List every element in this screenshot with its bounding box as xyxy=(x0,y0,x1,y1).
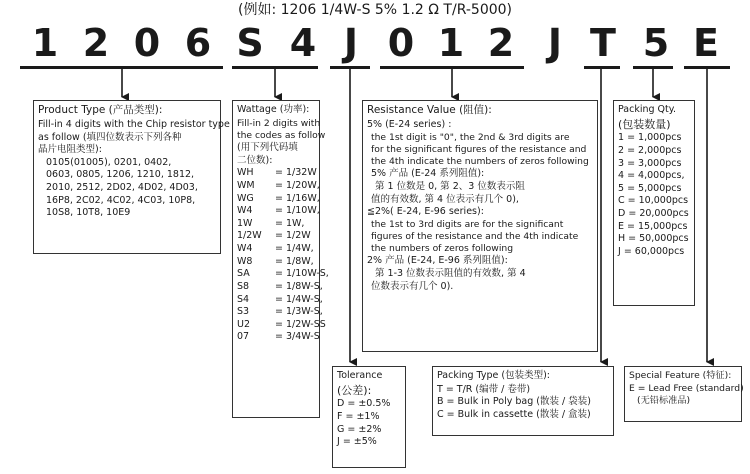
code-char-3: 0 xyxy=(133,21,161,65)
wattage-desc-3: (用下列代码填 xyxy=(237,142,298,154)
code-char-6: 4 xyxy=(289,21,317,65)
resistance-line: 第 1-3 位数表示阻值的有效数, 第 4 xyxy=(375,268,526,280)
packing-qty-box xyxy=(613,100,695,306)
packing-qty-row: 1 = 1,000pcs xyxy=(618,132,682,144)
product-type-desc-3: 晶片电阻类型): xyxy=(38,144,102,156)
product-type-codes-5: 10S8, 10T8, 10E9 xyxy=(46,207,131,219)
wattage-row: 1/2W = 1/2W xyxy=(237,230,311,242)
wattage-row: W4 = 1/10W, xyxy=(237,205,320,217)
special-title: Special Feature (特征): xyxy=(629,370,732,381)
packing-qty-row: H = 50,000pcs xyxy=(618,233,689,245)
resistance-line: 5% (E-24 series) : xyxy=(367,118,452,130)
resistance-line: figures of the resistance and the 4th indicate xyxy=(371,231,579,243)
code-char-13: 5 xyxy=(642,21,670,65)
wattage-title: Wattage (功率): xyxy=(237,104,310,115)
packing-type-row: T = T/R (编带 / 卷带) xyxy=(437,383,531,395)
wattage-row: SA = 1/10W-S, xyxy=(237,268,329,280)
product-type-title: Product Type (产品类型): xyxy=(38,104,163,116)
wattage-row: W4 = 1/4W, xyxy=(237,243,314,255)
wattage-row: WM = 1/20W, xyxy=(237,179,320,191)
packing-qty-row: D = 20,000pcs xyxy=(618,208,689,219)
product-type-codes-4: 16P8, 2C02, 4C02, 4C03, 10P8, xyxy=(46,194,196,206)
tolerance-title: Tolerance xyxy=(337,370,383,381)
code-char-7: J xyxy=(343,21,359,65)
wattage-desc-2: the codes as follow xyxy=(237,129,326,141)
tolerance-subtitle: (公差): xyxy=(337,383,372,397)
packing-qty-row: 3 = 3,000pcs xyxy=(618,157,682,169)
packing-type-title: Packing Type (包装类型): xyxy=(437,370,551,381)
wattage-row: WH = 1/32W xyxy=(237,167,317,179)
product-type-desc-2: as follow (填四位数表示下列各种 xyxy=(38,131,182,143)
resistance-line: 位数表示有几个 0). xyxy=(371,280,454,292)
wattage-row: U2 = 1/2W-SS xyxy=(237,318,326,330)
resistance-line: the 1st digit is "0", the 2nd & 3rd digits are xyxy=(371,131,570,143)
code-char-10: 2 xyxy=(487,21,515,65)
wattage-row: S3 = 1/3W-S, xyxy=(237,306,323,318)
packing-qty-row: 4 = 4,000pcs, xyxy=(618,170,685,182)
code-char-4: 6 xyxy=(184,21,212,65)
wattage-box xyxy=(232,100,329,418)
special-line-1: E = Lead Free (standard) xyxy=(629,383,744,395)
wattage-row: S4 = 1/4W-S, xyxy=(237,293,323,305)
code-char-5: S xyxy=(236,21,264,65)
wattage-row: 07 = 3/4W-S xyxy=(237,331,320,343)
code-char-11: J xyxy=(547,21,563,65)
wattage-row: 1W = 1W, xyxy=(237,217,305,229)
wattage-row: W8 = 1/8W, xyxy=(237,255,314,267)
resistance-title: Resistance Value (阻值): xyxy=(367,104,492,116)
code-char-2: 2 xyxy=(82,21,110,65)
tolerance-box xyxy=(332,366,406,468)
packing-qty-row: E = 15,000pcs xyxy=(618,220,688,232)
product-type-codes-2: 0603, 0805, 1206, 1210, 1812, xyxy=(46,169,195,181)
resistance-line: 2% 产品 (E-24, E-96 系列阻值): xyxy=(367,255,508,267)
packing-qty-title: Packing Qty. xyxy=(618,104,677,115)
code-char-9: 1 xyxy=(437,21,465,65)
special-feature-box xyxy=(624,366,742,422)
special-line-2: (无铅标准品) xyxy=(637,395,691,407)
wattage-row: WG = 1/16W, xyxy=(237,192,320,204)
packing-type-row: B = Bulk in Poly bag (散装 / 袋装) xyxy=(437,396,591,408)
tolerance-row: F = ±1% xyxy=(337,410,380,422)
tolerance-row: G = ±2% xyxy=(337,423,382,435)
code-char-1: 1 xyxy=(31,21,59,65)
resistance-line: ≦2%( E-24, E-96 series): xyxy=(367,206,484,218)
resistance-line: the numbers of zeros following xyxy=(371,243,514,255)
packing-qty-subtitle: (包装数量) xyxy=(618,117,671,131)
tolerance-row: D = ±0.5% xyxy=(337,398,391,410)
resistance-line: for the significant figures of the resistance and xyxy=(371,143,587,155)
product-type-codes-3: 2010, 2512, 2D02, 4D02, 4D03, xyxy=(46,182,198,194)
product-type-box xyxy=(33,100,230,254)
packing-qty-row: J = 60,000pcs xyxy=(618,245,685,257)
resistance-line: 5% 产品 (E-24 系列阻值): xyxy=(371,168,485,180)
code-char-12: T xyxy=(590,21,616,65)
packing-qty-row: 5 = 5,000pcs xyxy=(618,182,682,194)
product-type-codes-1: 0105(01005), 0201, 0402, xyxy=(46,156,172,168)
resistance-line: 第 1 位数是 0, 第 2、3 位数表示阻 xyxy=(375,180,525,192)
product-type-desc-1: Fill-in 4 digits with the Chip resistor type xyxy=(38,118,230,130)
wattage-desc-4: 二位数): xyxy=(237,154,273,166)
wattage-row: S8 = 1/8W-S, xyxy=(237,280,323,292)
tolerance-row: J = ±5% xyxy=(337,436,377,448)
code-char-14: E xyxy=(693,21,719,65)
packing-type-row: C = Bulk in cassette (散装 / 盒装) xyxy=(437,408,591,420)
wattage-desc-1: Fill-in 2 digits with xyxy=(237,117,321,129)
resistance-line: 值的有效数, 第 4 位表示有几个 0), xyxy=(371,193,519,205)
example-caption: (例如: 1206 1/4W-S 5% 1.2 Ω T/R-5000) xyxy=(238,2,512,18)
packing-type-box xyxy=(432,366,614,436)
resistance-line: the 4th indicate the numbers of zeros following xyxy=(371,156,589,168)
code-char-8: 0 xyxy=(387,21,415,65)
resistance-value-box xyxy=(362,100,598,352)
packing-qty-row: C = 10,000pcs xyxy=(618,195,689,207)
packing-qty-row: 2 = 2,000pcs xyxy=(618,144,682,156)
resistance-line: the 1st to 3rd digits are for the significant xyxy=(371,218,564,230)
